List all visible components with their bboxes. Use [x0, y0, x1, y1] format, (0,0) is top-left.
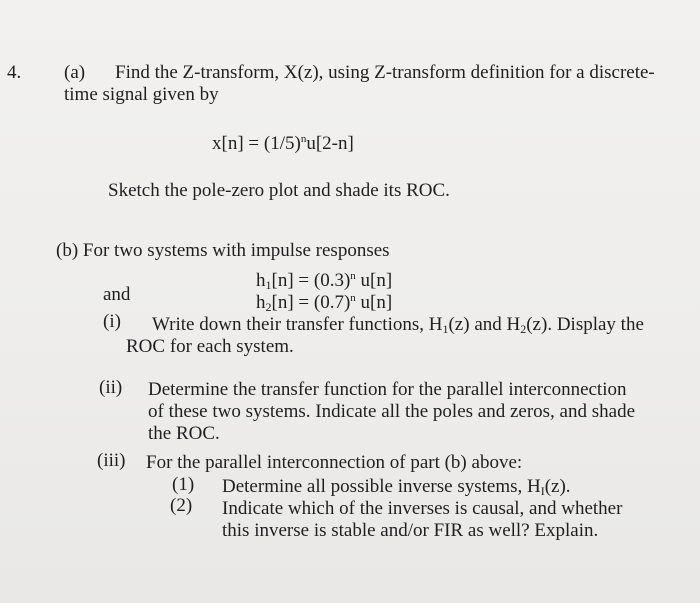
subpart-ii-line3: the ROC.: [148, 423, 220, 444]
equation-lhs: x[n] = (1/5): [212, 133, 301, 154]
h2-equation: $h_2[n] = (0.7)^n$ u[n]: [256, 292, 393, 314]
subpart-iii-2-line2: this inverse is stable and/or FIR as well? Explain.: [222, 520, 599, 541]
subpart-i-line2: ROC for each system.: [126, 336, 294, 357]
part-a-text-line2: time signal given by: [64, 84, 219, 105]
and-connector: and: [103, 284, 131, 305]
part-b-intro: (b) For two systems with impulse responses: [56, 240, 390, 261]
part-a-equation: [212, 128, 354, 155]
subpart-iii-label: (iii): [97, 450, 126, 471]
subpart-iii-line1: For the parallel interconnection of part (b) above:: [146, 452, 523, 473]
question-number: 4.: [7, 62, 22, 83]
h1-equation: $h_1[n] = (0.3)^n$ u[n]: [256, 270, 393, 292]
subpart-iii-1-label: (1): [172, 474, 195, 495]
equation-exponent: n: [300, 133, 307, 145]
subpart-ii-line2: of these two systems. Indicate all the poles and zeros, and shade: [148, 401, 635, 422]
subpart-ii-line1: Determine the transfer function for the parallel interconnection: [148, 379, 627, 400]
subpart-ii-label: (ii): [99, 377, 123, 398]
subpart-i-label: (i): [103, 311, 121, 332]
subpart-iii-1-text: Determine all possible inverse systems, $H_I(z)$.: [222, 476, 571, 498]
subpart-iii-2-line1: Indicate which of the inverses is causal, and whether: [222, 498, 623, 519]
part-a-label: (a): [64, 62, 86, 83]
part-a-text-line1: Find the Z-transform, X(z), using Z-transform definition for a discrete-: [115, 62, 655, 83]
part-a-sketch-instruction: Sketch the pole-zero plot and shade its ROC.: [108, 180, 450, 201]
subpart-i-line1: Write down their transfer functions, $H_1(z)$ and $H_2(z)$. Display the: [152, 314, 644, 336]
subpart-iii-2-label: (2): [170, 495, 193, 516]
equation-rhs: u[2-n]: [306, 133, 354, 154]
